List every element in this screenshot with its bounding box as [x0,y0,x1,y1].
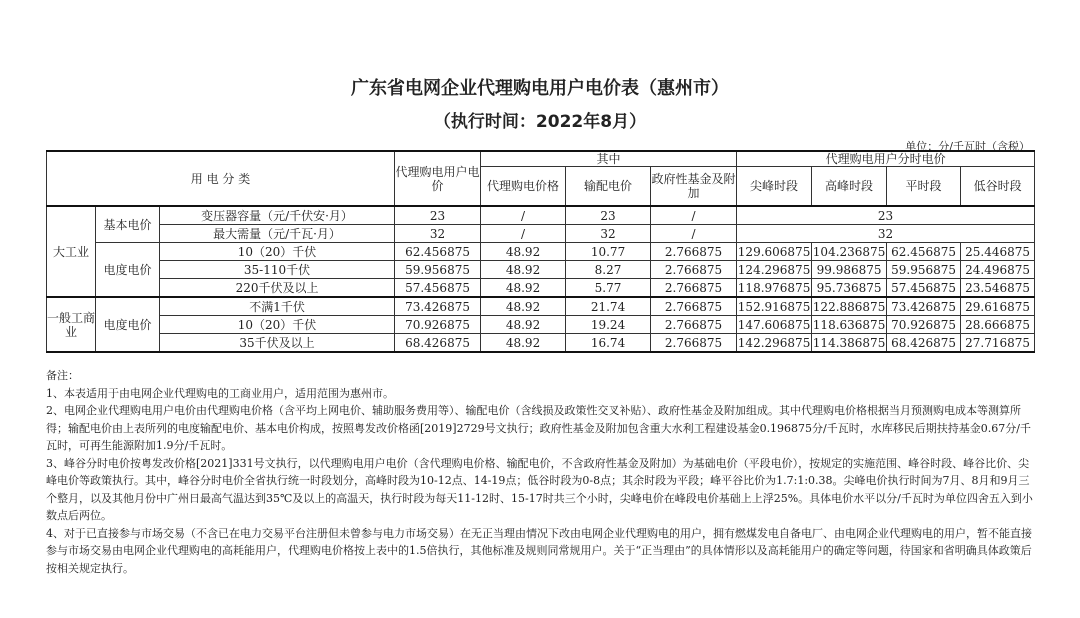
notes-section [46,367,1036,577]
cell-sharp-peak: 142.296875 [737,334,812,353]
group-large-industry: 大工业 [47,206,96,297]
cell-tou-merged: 32 [737,225,1035,243]
subgroup-basic-price: 基本电价 [96,206,160,243]
cell-peak: 99.986875 [812,261,887,279]
cell-sharp-peak: 124.296875 [737,262,811,277]
cell-valley: 24.496875 [961,261,1035,279]
cell-purchase: 48.92 [481,243,566,261]
cell-agent: 23 [395,206,481,225]
group-general-commerce: 一般工商业 [47,297,96,352]
row-label: 35-110千伏 [160,261,395,279]
cell-transmission: 5.77 [566,279,651,298]
cell-purchase: / [481,206,566,225]
header-transmission-price: 输配电价 [566,167,651,207]
header-of-which: 其中 [481,151,737,167]
cell-fund: 2.766875 [651,316,737,334]
cell-flat: 70.926875 [887,316,961,334]
cell-valley: 23.546875 [961,279,1035,298]
cell-purchase: 48.92 [481,334,566,353]
cell-valley: 25.446875 [961,243,1035,261]
cell-peak: 118.636875 [812,317,886,332]
page-subtitle: （执行时间：2022年8月） [433,112,647,132]
cell-sharp-peak: 129.606875 [737,244,811,259]
cell-peak: 114.386875 [812,334,887,353]
cell-sharp-peak: 147.606875 [737,317,811,332]
cell-transmission: 21.74 [566,297,651,316]
page-title: 广东省电网企业代理购电用户电价表（惠州市） [351,78,729,99]
cell-purchase: 48.92 [481,316,566,334]
header-tou: 代理购电用户分时电价 [737,151,1035,167]
note-4: 4、对于已直接参与市场交易（不含已在电力交易平台注册但未曾参与电力市场交易）在无正当理由情况下改由电网企业代理购电的用户，拥有燃煤发电自备电厂、由电网企业代理购电的用户，暂不能直接参与市场交易由电网企业代理购电的高耗能用户，代理购电价格按上表中的1.5倍执行，其他标准及规则同常规用户。关于“正当理由”的具体情形以及高耗能用户的确定等问题，待国家和省明确具体政策后按相关规定执行。 [46,526,1032,575]
notes-heading: 备注： [46,369,79,382]
row-label: 最大需量（元/千瓦·月） [160,225,395,243]
cell-flat: 57.456875 [887,279,961,298]
cell-fund: 2.766875 [651,243,737,261]
cell-valley: 29.616875 [961,297,1035,316]
cell-flat: 68.426875 [887,334,961,353]
cell-agent: 59.956875 [395,261,481,279]
cell-agent: 73.426875 [395,297,481,316]
header-flat: 平时段 [887,167,961,207]
subgroup-general-energy-price: 电度电价 [96,297,160,352]
cell-transmission: 8.27 [566,261,651,279]
unit-label: 单位：分/千瓦时（含税） [905,140,1030,153]
cell-purchase: 48.92 [481,279,566,298]
header-purchase-price: 代理购电价格 [481,167,566,207]
row-label: 10（20）千伏 [160,243,395,261]
cell-agent: 32 [395,225,481,243]
cell-peak: 104.236875 [812,244,886,259]
header-peak: 高峰时段 [812,167,887,207]
cell-transmission: 23 [566,206,651,225]
cell-valley: 27.716875 [961,334,1035,353]
subgroup-energy-price: 电度电价 [96,243,160,298]
header-valley: 低谷时段 [961,167,1035,207]
cell-purchase: 48.92 [481,297,566,316]
cell-agent: 57.456875 [395,279,481,298]
cell-fund: 2.766875 [651,297,737,316]
cell-transmission: 19.24 [566,316,651,334]
header-category: 用 电 分 类 [47,151,395,206]
row-label: 35千伏及以上 [160,334,395,353]
cell-fund: / [651,225,737,243]
cell-sharp-peak: 152.916875 [737,297,812,316]
note-2: 2、电网企业代理购电用户电价由代理购电价格（含平均上网电价、辅助服务费用等）、输配电价（含线损及政策性交叉补贴）、政府性基金及附加组成。其中代理购电价格根据当月预测购电成本等测算所得；输配电价由上表所列的电度输配电价、基本电价构成，按照粤发改价格函[2019]2729号文执行；政府性基金及附加包含重大水利工程建设基金0.196875分/千瓦时，水库移民后期扶持基金0.67分/千瓦时，可再生能源附加1.9分/千瓦时。 [46,404,1031,452]
row-label: 10（20）千伏 [160,316,395,334]
cell-peak: 122.886875 [812,297,887,316]
cell-fund: 2.766875 [651,334,737,353]
header-fund: 政府性基金及附加 [651,167,737,207]
cell-fund: 2.766875 [651,261,737,279]
cell-transmission: 10.77 [566,243,651,261]
row-label: 220千伏及以上 [160,279,395,298]
cell-fund: / [651,206,737,225]
note-1: 1、本表适用于由电网企业代理购电的工商业用户，适用范围为惠州市。 [46,386,394,400]
note-3: 3、峰谷分时电价按粤发改价格[2021]331号文执行，以代理购电用户电价（含代理购电价格、输配电价，不含政府性基金及附加）为基础电价（平段电价），按规定的实施范围、峰谷时段、峰谷比价、尖峰电价等政策执行。其中，峰谷分时电价全省执行统一时段划分，高峰时段为10-12点、14-19点；低谷时段为0-8点；其余时段为平段；峰平谷比价为1.7:1:0.38。尖峰电价执行时间为7月、8月和9月三个整月，以及其他月份中广州日最高气温达到35℃及以上的高温天，执行时段为每天11-12时、15-17时共三个小时，尖峰电价在峰段电价基础上上浮25%。具体电价水平以分/千瓦时为单位四舍五入到小数点后两位。 [46,456,1033,522]
cell-transmission: 16.74 [566,334,651,353]
row-label: 变压器容量（元/千伏安·月） [160,206,395,225]
cell-purchase: 48.92 [481,261,566,279]
cell-fund: 2.766875 [651,279,737,298]
cell-valley: 28.666875 [961,316,1035,334]
cell-flat: 73.426875 [887,297,961,316]
header-sharp-peak: 尖峰时段 [737,167,812,207]
cell-sharp-peak: 118.976875 [737,279,812,298]
cell-flat: 59.956875 [887,261,961,279]
cell-agent: 68.426875 [395,334,481,353]
cell-agent: 70.926875 [395,316,481,334]
cell-peak: 95.736875 [812,279,887,298]
cell-agent: 62.456875 [395,243,481,261]
price-table [46,150,1035,353]
cell-transmission: 32 [566,225,651,243]
cell-purchase: / [481,225,566,243]
cell-flat: 62.456875 [887,243,961,261]
header-agent-price: 代理购电用户电价 [395,151,481,206]
row-label: 不满1千伏 [160,297,395,316]
cell-tou-merged: 23 [737,206,1035,225]
